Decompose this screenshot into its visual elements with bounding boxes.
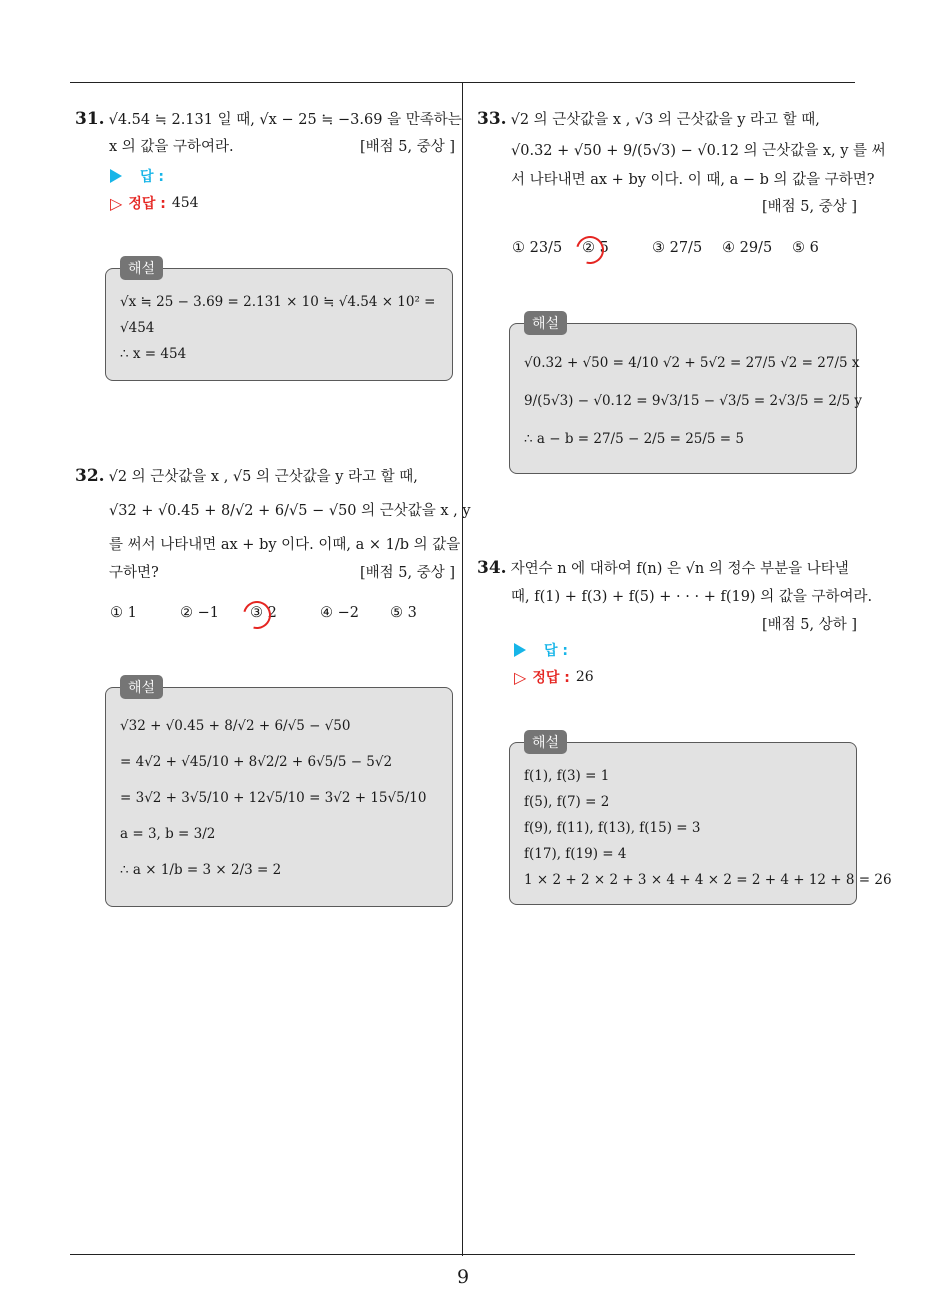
- question-31-number: 31.: [75, 109, 105, 129]
- play-icon: [110, 169, 122, 183]
- key-label: 정답 :: [532, 670, 570, 686]
- solution-tab: 해설: [120, 675, 163, 699]
- question-34-meta: [배점 5, 상하 ]: [761, 617, 857, 633]
- solution-box-31: [105, 261, 453, 381]
- question-34-line-2: 때, f(1) + f(3) + f(5) + · · · + f(19) 의 값을 구하여라.: [511, 589, 873, 605]
- question-31-line-2: x 의 값을 구하여라.: [109, 139, 234, 155]
- question-32-meta: [배점 5, 중상 ]: [359, 565, 455, 581]
- question-32-line-2: √32 + √0.45 + 8/√2 + 6/√5 − √50 의 근삿값을 x , y: [109, 503, 471, 519]
- solution-tab: 해설: [524, 311, 567, 335]
- choice-2[interactable]: ② 5: [582, 240, 609, 256]
- choice-2[interactable]: ② −1: [180, 605, 219, 621]
- outline-triangle-icon: ▷: [110, 193, 123, 213]
- choice-1[interactable]: ① 23/5: [512, 240, 563, 256]
- key-row-31: [110, 193, 199, 213]
- page-number: 9: [456, 1266, 470, 1288]
- play-icon: [514, 643, 526, 657]
- question-32-line-1: 32. √2 의 근삿값을 x , √5 의 근삿값을 y 라고 할 때,: [75, 466, 418, 486]
- choice-3[interactable]: ③ 27/5: [652, 240, 703, 256]
- choice-4[interactable]: ④ 29/5: [722, 240, 773, 256]
- answer-row-31: [110, 166, 164, 186]
- choice-5[interactable]: ⑤ 3: [390, 605, 417, 621]
- question-31: [75, 106, 462, 161]
- question-33-line-3: 서 나타내면 ax + by 이다. 이 때, a − b 의 값을 구하면?: [511, 172, 875, 188]
- key-label: 정답 :: [128, 196, 166, 212]
- answer-row-34: [514, 640, 568, 660]
- choices-32: [110, 605, 450, 627]
- question-33-line-2: √0.32 + √50 + 9/(5√3) − √0.12 의 근삿값을 x, y 를 써: [511, 143, 886, 159]
- solution-32-line-2: = 4√2 + √45/10 + 8√2/2 + 6√5/5 − 5√2: [120, 754, 393, 770]
- column-divider: [462, 82, 463, 1256]
- solution-tab: 해설: [120, 256, 163, 280]
- solution-33-line-1: √0.32 + √50 = 4/10 √2 + 5√2 = 27/5 √2 = 27/5 x: [524, 355, 860, 371]
- question-32-line-4: 구하면?: [109, 565, 159, 581]
- solution-34-line-2: f(5), f(7) = 2: [524, 794, 610, 810]
- solution-31-line-2: √454: [120, 320, 155, 336]
- solution-32-line-4: a = 3, b = 3/2: [120, 826, 216, 842]
- solution-33-line-2: 9/(5√3) − √0.12 = 9√3/15 − √3/5 = 2√3/5 = 2/5 y: [524, 393, 862, 409]
- choices-33: [512, 240, 852, 262]
- question-34: [477, 554, 873, 639]
- solution-tab: 해설: [524, 730, 567, 754]
- question-31-meta: [배점 5, 중상 ]: [359, 139, 455, 155]
- question-32-number: 32.: [75, 466, 105, 486]
- question-34-number: 34.: [477, 558, 507, 578]
- bottom-rule: [70, 1254, 855, 1255]
- answer-label: 답 :: [544, 643, 568, 659]
- solution-33-line-3: ∴ a − b = 27/5 − 2/5 = 25/5 = 5: [524, 431, 744, 447]
- solution-32-line-1: √32 + √0.45 + 8/√2 + 6/√5 − √50: [120, 718, 351, 734]
- key-value-34: 26: [575, 669, 594, 685]
- question-33: [477, 106, 886, 221]
- solution-34-line-5: 1 × 2 + 2 × 2 + 3 × 4 + 4 × 2 = 2 + 4 + 12 + 8 = 26: [524, 872, 892, 888]
- choice-3[interactable]: ③ 2: [250, 605, 277, 621]
- solution-34-line-3: f(9), f(11), f(13), f(15) = 3: [524, 820, 701, 836]
- question-33-line-1: 33. √2 의 근삿값을 x , √3 의 근삿값을 y 라고 할 때,: [477, 109, 820, 129]
- solution-32-line-3: = 3√2 + 3√5/10 + 12√5/10 = 3√2 + 15√5/10: [120, 790, 427, 806]
- solution-box-32: [105, 680, 453, 907]
- solution-box-33: [509, 316, 862, 474]
- key-row-34: [514, 667, 594, 687]
- question-31-line-1: 31. √4.54 ≒ 2.131 일 때, √x − 25 ≒ −3.69 을 만족하는: [75, 109, 462, 129]
- question-32: [75, 462, 471, 587]
- key-value-31: 454: [171, 195, 199, 211]
- solution-31-line-3: ∴ x = 454: [120, 346, 187, 362]
- solution-32-line-5: ∴ a × 1/b = 3 × 2/3 = 2: [120, 862, 282, 878]
- choice-5[interactable]: ⑤ 6: [792, 240, 819, 256]
- solution-34-line-1: f(1), f(3) = 1: [524, 768, 610, 784]
- solution-31-line-1: √x ≒ 25 − 3.69 = 2.131 × 10 ≒ √4.54 × 10² =: [120, 294, 436, 310]
- selected-answer-mark: [238, 596, 276, 634]
- choice-4[interactable]: ④ −2: [320, 605, 359, 621]
- question-33-number: 33.: [477, 109, 507, 129]
- solution-box-34: [509, 735, 892, 905]
- question-33-meta: [배점 5, 중상 ]: [761, 199, 857, 215]
- answer-label: 답 :: [140, 169, 164, 185]
- question-32-line-3: 를 써서 나타내면 ax + by 이다. 이때, a × 1/b 의 값을: [109, 537, 461, 553]
- choice-1[interactable]: ① 1: [110, 605, 137, 621]
- selected-answer-mark: [571, 231, 609, 269]
- solution-34-line-4: f(17), f(19) = 4: [524, 846, 627, 862]
- question-34-line-1: 34. 자연수 n 에 대하여 f(n) 은 √n 의 정수 부분을 나타낼: [477, 558, 849, 578]
- outline-triangle-icon: ▷: [514, 667, 527, 687]
